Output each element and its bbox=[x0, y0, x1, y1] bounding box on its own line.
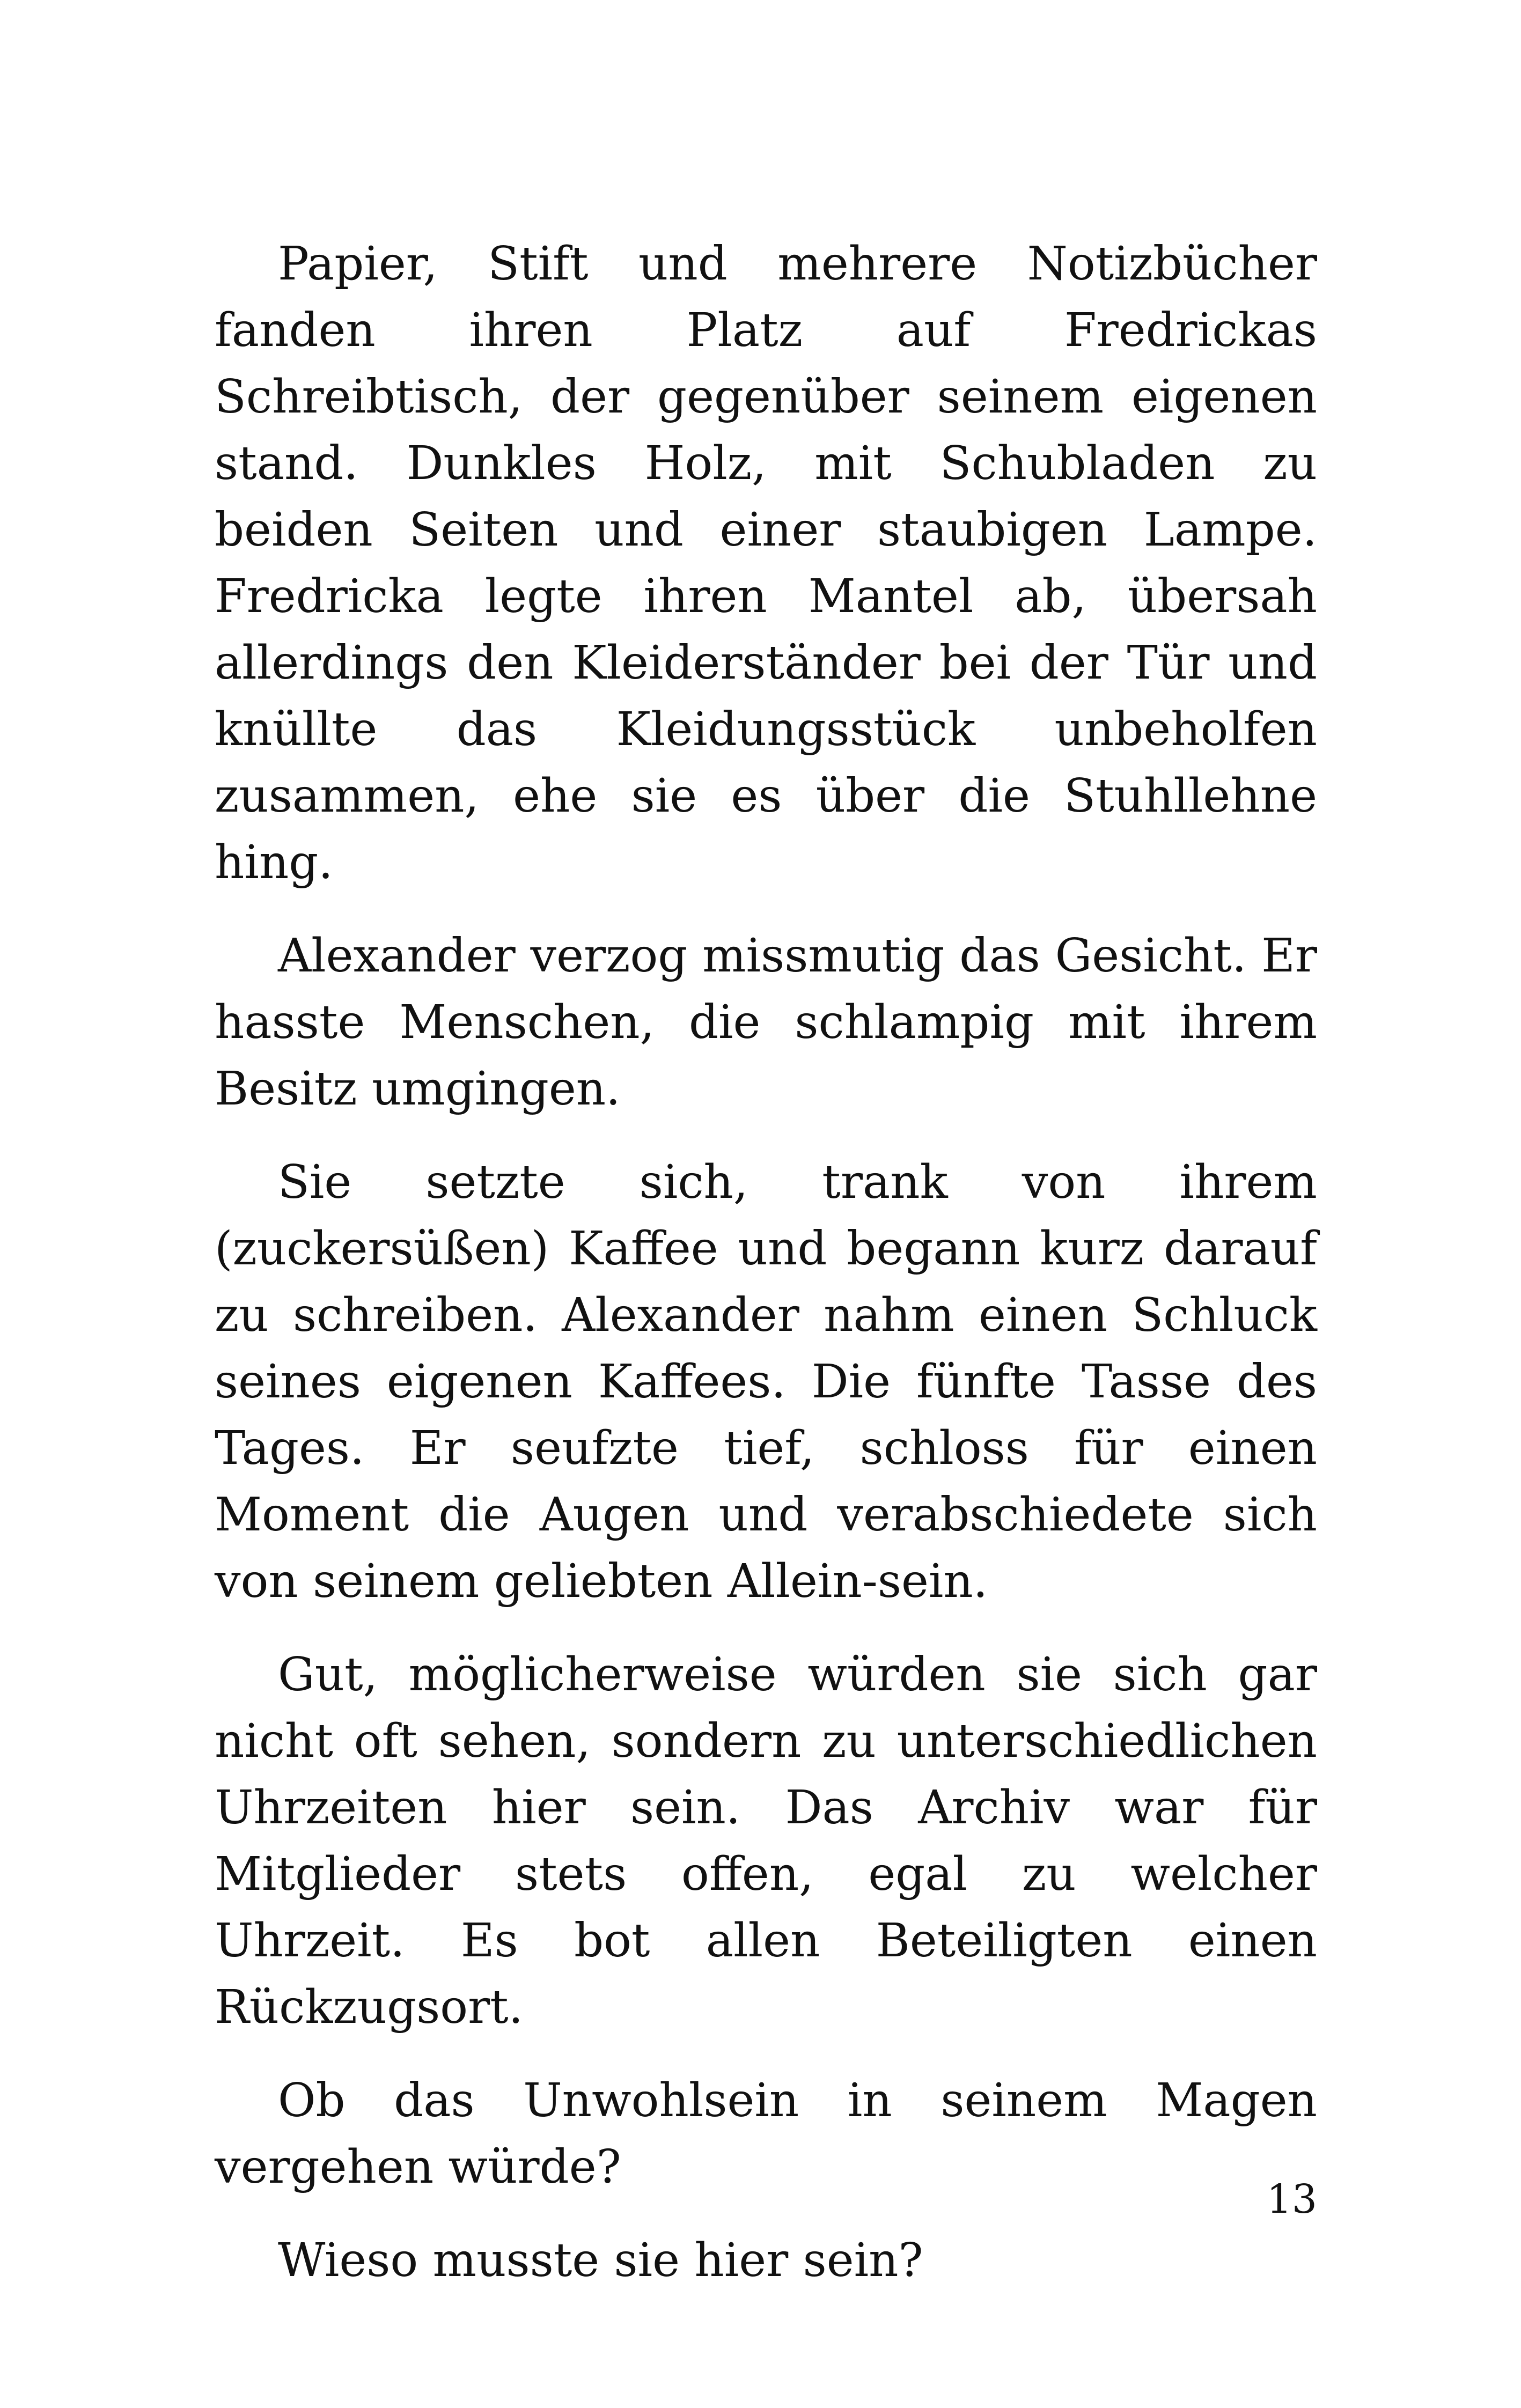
paragraph: Alexander verzog missmutig das Gesicht. Er hasste Menschen, die schlampig mit ihrem Besitz umgingen. bbox=[215, 929, 1317, 1116]
book-page-body bbox=[215, 231, 1317, 2321]
paragraph: Papier, Stift und mehrere Notizbücher fanden ihren Platz auf Fredrickas Schreibtisch, der gegenüber seinem eigenen stand. Dunkles Holz, mit Schubladen zu beiden Seiten und einer staubigen Lampe. Fredricka legte ihren Mantel ab, übersah allerdings den Kleiderständer bei der Tür und knüllte das Kleidungsstück unbeholfen zusammen, ehe sie es über die Stuhllehne hing. bbox=[215, 237, 1317, 889]
paragraph: Sie setzte sich, trank von ihrem (zuckersüßen) Kaffee und begann kurz darauf zu schreiben. Alexander nahm einen Schluck seines eigenen Kaffees. Die fünfte Tasse des Tages. Er seufzte tief, schloss für einen Moment die Augen und verabschiedete sich von seinem geliebten Allein-sein. bbox=[215, 1155, 1317, 1608]
paragraph: Wieso musste sie hier sein? bbox=[278, 2234, 923, 2287]
paragraph: Gut, möglicherweise würden sie sich gar nicht oft sehen, sondern zu unterschiedlichen Uhrzeiten hier sein. Das Archiv war für Mitglieder stets offen, egal zu welcher Uhrzeit. Es bot allen Beteiligten einen Rückzugsort. bbox=[215, 1648, 1317, 2034]
page-number: 13 bbox=[1266, 2176, 1317, 2222]
paragraph: Ob das Unwohlsein in seinem Magen vergehen würde? bbox=[215, 2074, 1317, 2194]
